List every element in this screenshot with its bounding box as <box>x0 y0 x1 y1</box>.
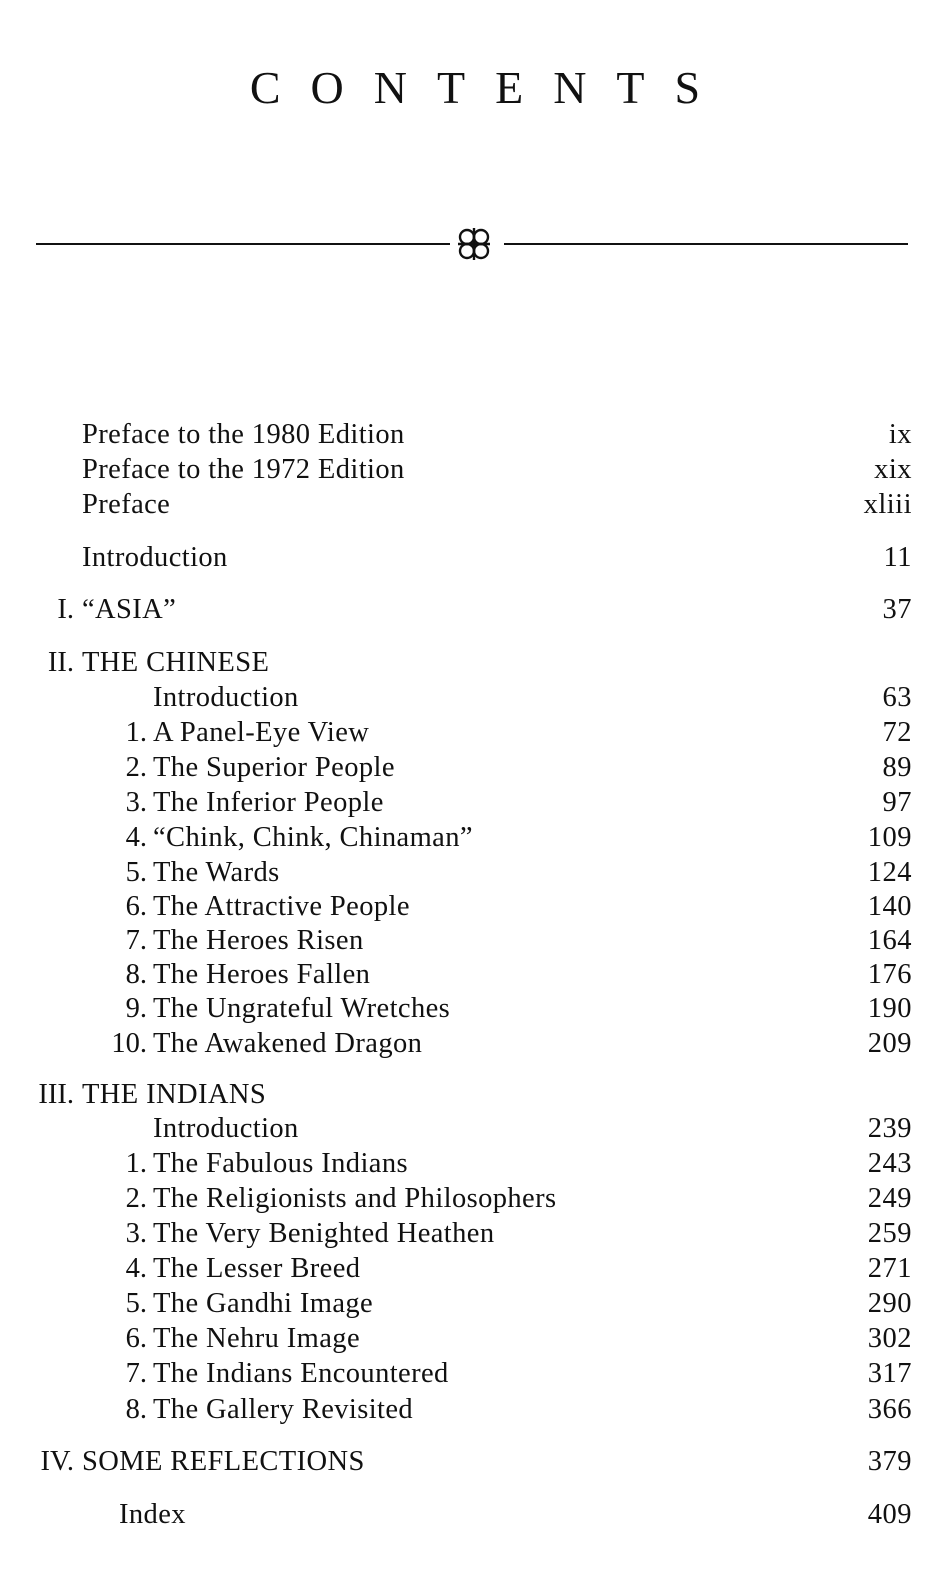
chapter-title: The Gallery Revisited <box>153 1394 414 1425</box>
chapter-title: The Heroes Risen <box>153 925 364 956</box>
chapter-number: 9. <box>125 993 147 1024</box>
entry-label: Introduction <box>82 542 228 573</box>
entry-page: 243 <box>867 1148 912 1179</box>
chapter-title: The Inferior People <box>153 787 384 818</box>
chapter-number: 10. <box>111 1028 147 1059</box>
entry-page: 176 <box>867 959 912 990</box>
toc-chapter[interactable] <box>0 1147 950 1181</box>
chapter-title: The Ungrateful Wretches <box>153 993 451 1024</box>
entry-label: Introduction <box>153 682 299 713</box>
toc-chapter[interactable] <box>0 992 950 1026</box>
entry-label: Preface <box>82 489 171 520</box>
entry-page: 271 <box>867 1253 912 1284</box>
entry-page: 164 <box>867 925 912 956</box>
entry-page: 124 <box>867 857 912 888</box>
toc-chapter[interactable] <box>0 958 950 992</box>
entry-page: 109 <box>867 822 912 853</box>
chapter-number: 2. <box>125 1183 147 1214</box>
entry-page: 63 <box>882 682 912 713</box>
part-title: “ASIA” <box>82 594 177 625</box>
chapter-title: The Nehru Image <box>153 1323 360 1354</box>
chapter-number: 8. <box>125 959 147 990</box>
toc-chapter[interactable] <box>0 821 950 855</box>
entry-page: 249 <box>867 1183 912 1214</box>
toc-entry-chinese-introduction[interactable] <box>0 681 950 715</box>
toc-entry-indians-introduction[interactable] <box>0 1112 950 1146</box>
part-numeral: I. <box>57 594 74 625</box>
part-title: THE INDIANS <box>82 1079 267 1110</box>
toc-entry-preface-1972[interactable] <box>0 453 950 487</box>
chapter-number: 6. <box>125 1323 147 1354</box>
toc-part-two[interactable] <box>0 646 950 680</box>
chapter-title: The Heroes Fallen <box>153 959 371 990</box>
toc-chapter[interactable] <box>0 1393 950 1427</box>
toc-entry-preface[interactable] <box>0 488 950 522</box>
part-title: THE CHINESE <box>82 647 270 678</box>
toc-chapter[interactable] <box>0 786 950 820</box>
toc-entry-preface-1980[interactable] <box>0 418 950 452</box>
chapter-title: The Attractive People <box>153 891 410 922</box>
toc-chapter[interactable] <box>0 856 950 890</box>
toc-part-three[interactable] <box>0 1078 950 1112</box>
chapter-title: A Panel-Eye View <box>153 717 370 748</box>
part-title: SOME REFLECTIONS <box>82 1446 365 1477</box>
entry-page: 379 <box>867 1446 912 1477</box>
toc-chapter[interactable] <box>0 924 950 958</box>
toc-part-one[interactable] <box>0 593 950 627</box>
entry-page: 140 <box>867 891 912 922</box>
entry-page: 366 <box>867 1394 912 1425</box>
chapter-number: 4. <box>125 822 147 853</box>
entry-page: xix <box>874 454 912 485</box>
chapter-title: The Wards <box>153 857 280 888</box>
toc-chapter[interactable] <box>0 1217 950 1251</box>
chapter-title: The Superior People <box>153 752 395 783</box>
toc-entry-index[interactable] <box>0 1498 950 1532</box>
part-numeral: IV. <box>40 1446 74 1477</box>
entry-label: Preface to the 1972 Edition <box>82 454 405 485</box>
divider-line-left <box>36 243 450 245</box>
chapter-number: 7. <box>125 925 147 956</box>
entry-page: 209 <box>867 1028 912 1059</box>
page-title: CONTENTS <box>249 62 731 113</box>
chapter-title: The Lesser Breed <box>153 1253 361 1284</box>
chapter-title: The Gandhi Image <box>153 1288 374 1319</box>
entry-page: xliii <box>863 489 912 520</box>
chapter-title: The Very Benighted Heathen <box>153 1218 495 1249</box>
toc-chapter[interactable] <box>0 751 950 785</box>
toc-chapter[interactable] <box>0 1357 950 1391</box>
entry-label: Index <box>119 1499 186 1530</box>
entry-page: 72 <box>882 717 912 748</box>
entry-label: Introduction <box>153 1113 299 1144</box>
toc-chapter[interactable] <box>0 890 950 924</box>
divider-line-right <box>504 243 908 245</box>
entry-page: 302 <box>867 1323 912 1354</box>
entry-page: 37 <box>882 594 912 625</box>
chapter-title: “Chink, Chink, Chinaman” <box>153 822 473 853</box>
entry-page: 97 <box>882 787 912 818</box>
chapter-title: The Fabulous Indians <box>153 1148 408 1179</box>
chapter-number: 4. <box>125 1253 147 1284</box>
toc-chapter[interactable] <box>0 1322 950 1356</box>
chapter-number: 7. <box>125 1358 147 1389</box>
chapter-number: 2. <box>125 752 147 783</box>
chapter-number: 8. <box>125 1394 147 1425</box>
ornament-divider <box>36 222 908 266</box>
chapter-number: 5. <box>125 857 147 888</box>
chapter-title: The Awakened Dragon <box>153 1028 423 1059</box>
entry-page: ix <box>888 419 912 450</box>
entry-page: 290 <box>867 1288 912 1319</box>
toc-chapter[interactable] <box>0 1182 950 1216</box>
chapter-number: 1. <box>125 717 147 748</box>
chapter-title: The Indians Encountered <box>153 1358 449 1389</box>
chapter-number: 5. <box>125 1288 147 1319</box>
toc-chapter[interactable] <box>0 1287 950 1321</box>
chapter-number: 3. <box>125 787 147 818</box>
chapter-title: The Religionists and Philosophers <box>153 1183 557 1214</box>
toc-part-four[interactable] <box>0 1445 950 1479</box>
chapter-number: 6. <box>125 891 147 922</box>
entry-page: 409 <box>867 1499 912 1530</box>
clover-ornament-icon <box>452 224 496 264</box>
toc-chapter[interactable] <box>0 1252 950 1286</box>
toc-chapter[interactable] <box>0 716 950 750</box>
chapter-number: 1. <box>125 1148 147 1179</box>
entry-page: 190 <box>867 993 912 1024</box>
entry-page: 259 <box>867 1218 912 1249</box>
part-numeral: III. <box>38 1079 74 1110</box>
entry-page: 11 <box>883 542 912 573</box>
entry-label: Preface to the 1980 Edition <box>82 419 405 450</box>
entry-page: 89 <box>882 752 912 783</box>
chapter-number: 3. <box>125 1218 147 1249</box>
toc-entry-introduction[interactable] <box>0 541 950 575</box>
part-numeral: II. <box>47 647 74 678</box>
toc-chapter[interactable] <box>0 1027 950 1061</box>
entry-page: 317 <box>867 1358 912 1389</box>
entry-page: 239 <box>867 1113 912 1144</box>
